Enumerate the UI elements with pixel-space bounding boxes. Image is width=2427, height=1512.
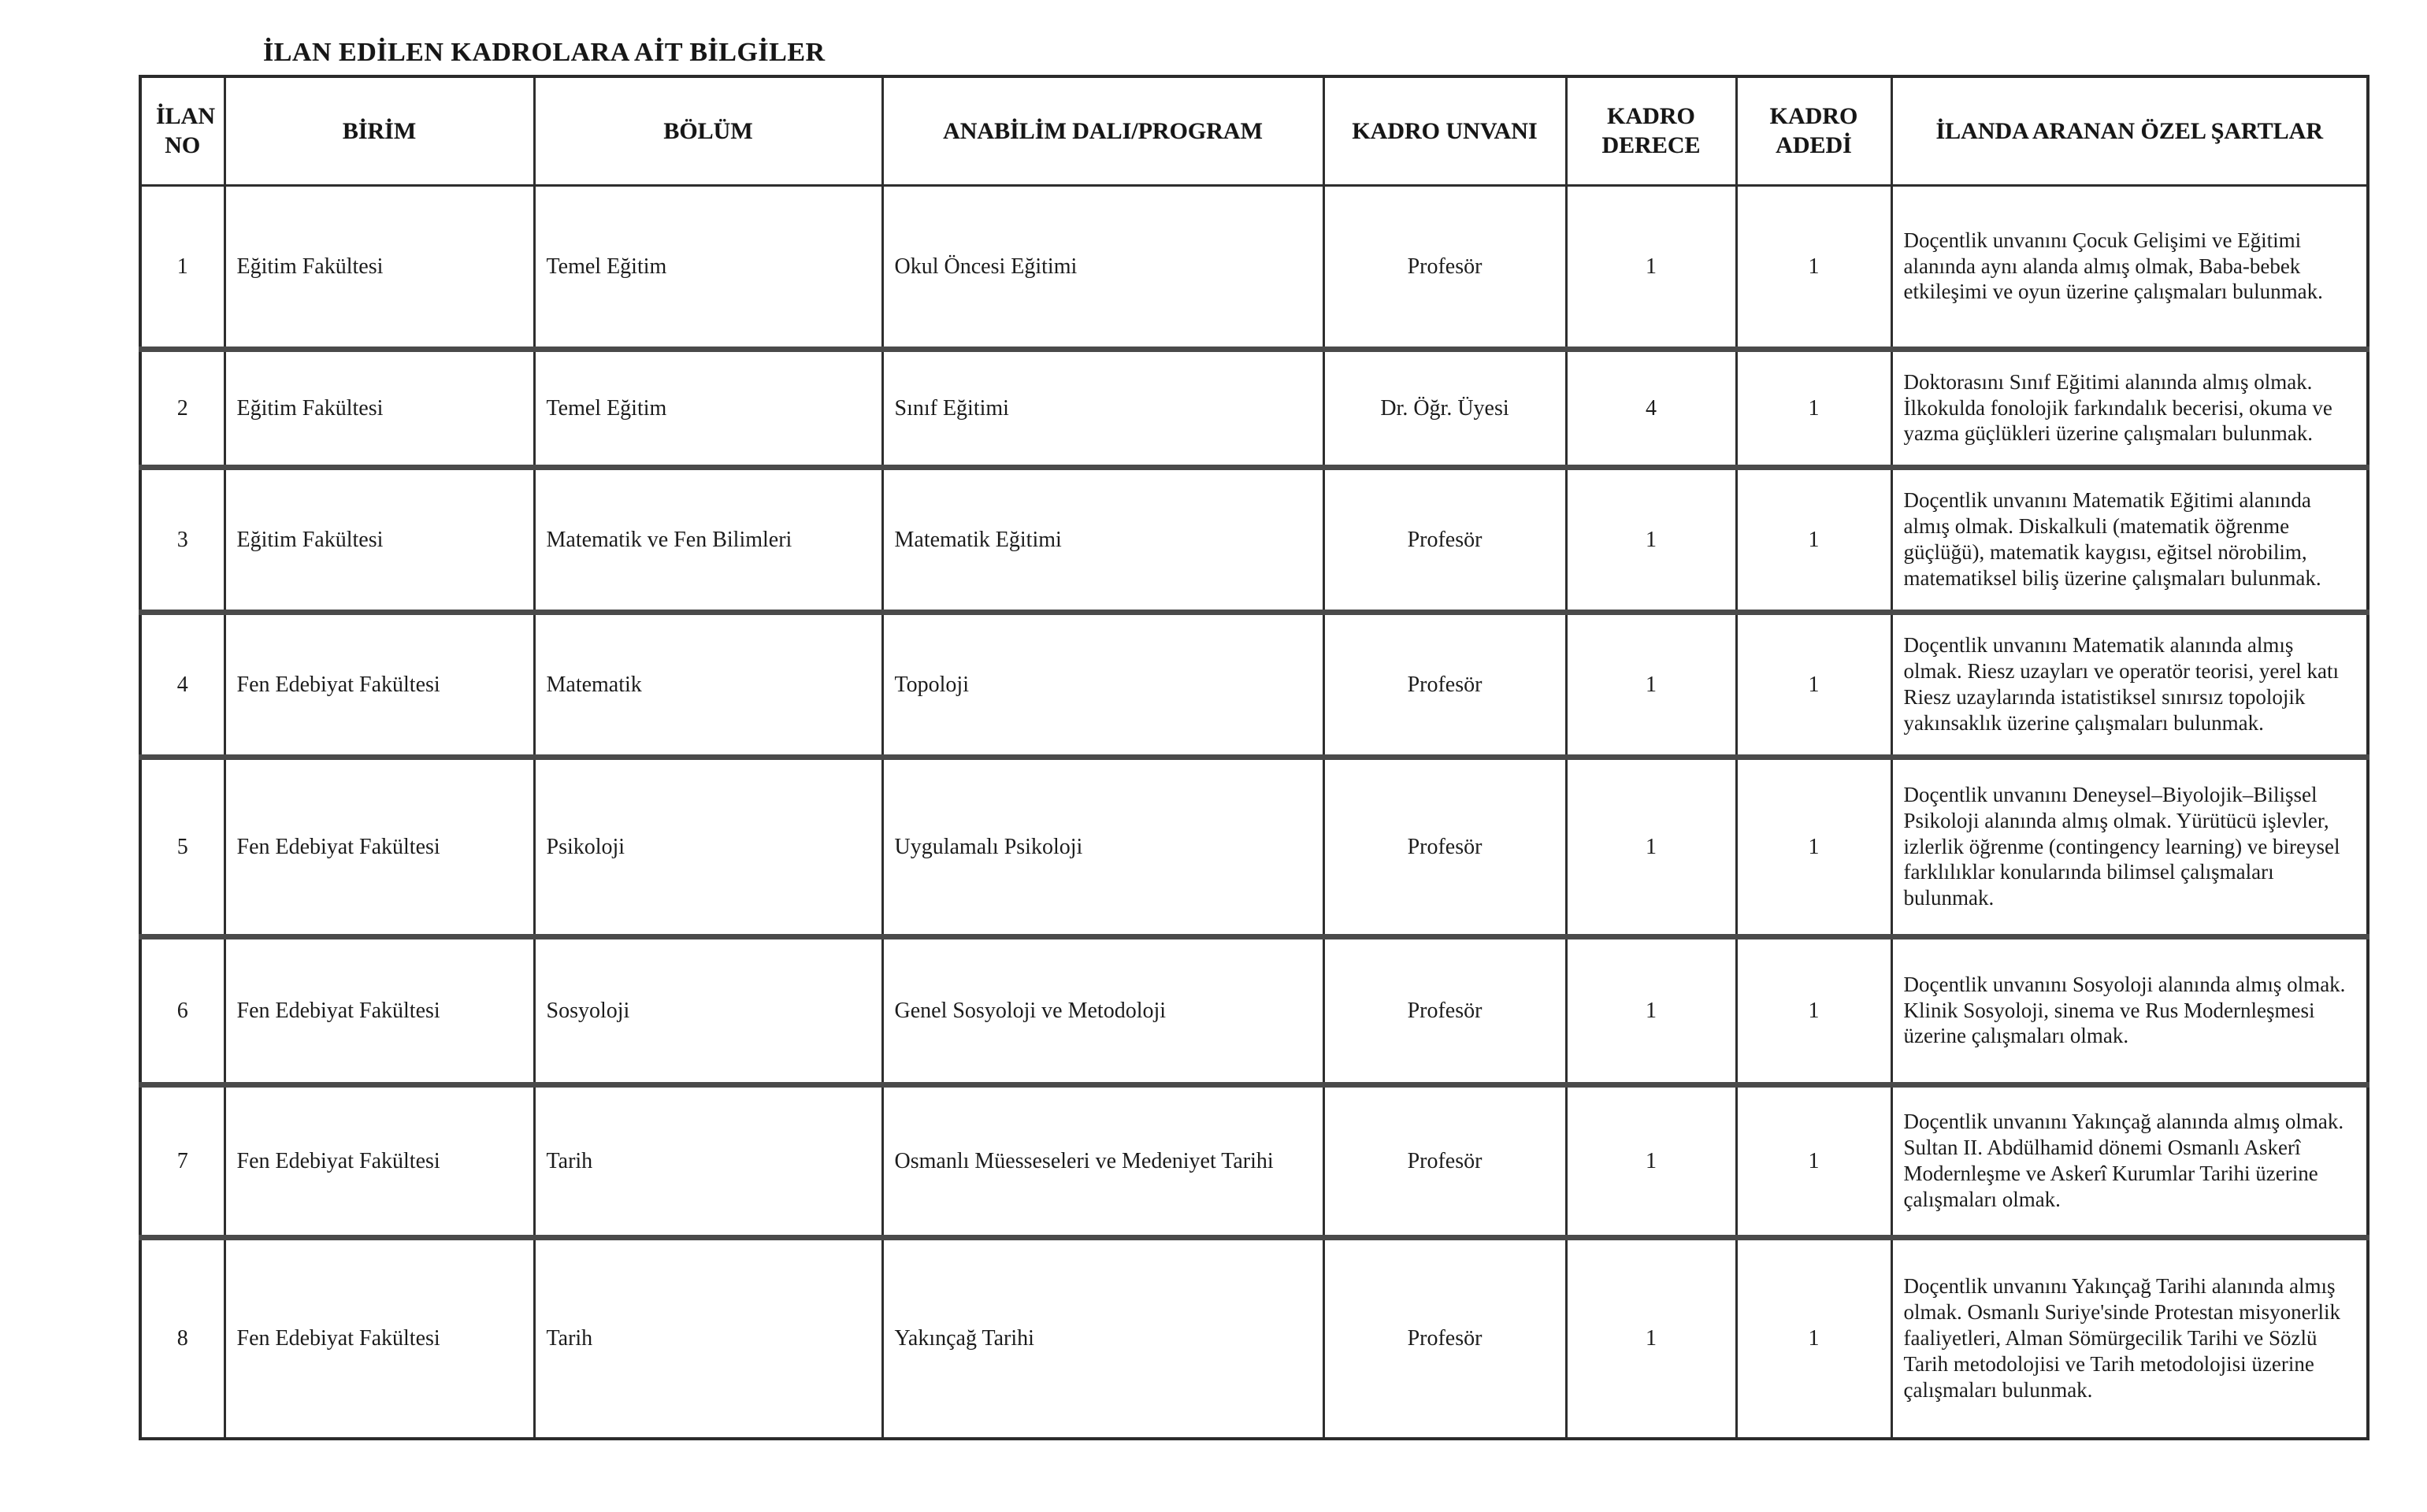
- header-kadro-derece: KADRO DERECE: [1566, 76, 1736, 185]
- cell-kadro-derece: 1: [1566, 1084, 1736, 1237]
- table-row: [140, 757, 2368, 936]
- cell-ozel-sartlar: Doçentlik unvanını Yakınçağ Tarihi alanında almış olmak. Osmanlı Suriye'sinde Protestan misyonerlik faaliyetleri, Alman Sömürgecilik Tarihi ve Sözlü Tarih metodolojisi ve Tarih metodolojisi üzerine çalışmaları bulunmak.: [1891, 1237, 2368, 1439]
- header-birim: BİRİM: [225, 76, 534, 185]
- cell-kadro-unvani: Profesör: [1323, 936, 1566, 1084]
- cell-ozel-sartlar: Doçentlik unvanını Deneysel–Biyolojik–Bilişsel Psikoloji alanında almış olmak. Yürütücü işlevler, izlerlik öğrenme (contingency learning) ve bireysel farklılıklar konularında bilimsel çalışmaları bulunmak.: [1891, 757, 2368, 936]
- header-anabilim: ANABİLİM DALI/PROGRAM: [882, 76, 1323, 185]
- cell-kadro-derece: 1: [1566, 612, 1736, 757]
- cell-ilan-no: 8: [140, 1237, 225, 1439]
- cell-kadro-unvani: Profesör: [1323, 1237, 1566, 1439]
- header-kadro-adedi: KADRO ADEDİ: [1736, 76, 1891, 185]
- cell-kadro-unvani: Profesör: [1323, 757, 1566, 936]
- cell-anabilim-dali: Genel Sosyoloji ve Metodoloji: [882, 936, 1323, 1084]
- cell-kadro-adedi: 1: [1736, 1084, 1891, 1237]
- cell-anabilim-dali: Osmanlı Müesseseleri ve Medeniyet Tarihi: [882, 1084, 1323, 1237]
- table-row: [140, 936, 2368, 1084]
- cell-bolum: Sosyoloji: [534, 936, 882, 1084]
- cell-kadro-derece: 1: [1566, 185, 1736, 349]
- cell-bolum: Temel Eğitim: [534, 185, 882, 349]
- cell-ozel-sartlar: Doktorasını Sınıf Eğitimi alanında almış olmak. İlkokulda fonolojik farkındalık becerisi, okuma ve yazma güçlükleri üzerine çalışmaları bulunmak.: [1891, 349, 2368, 467]
- header-ilan-no: İLAN NO: [140, 76, 225, 185]
- cell-birim: Fen Edebiyat Fakültesi: [225, 936, 534, 1084]
- cell-anabilim-dali: Topoloji: [882, 612, 1323, 757]
- cell-ilan-no: 7: [140, 1084, 225, 1237]
- cell-ilan-no: 5: [140, 757, 225, 936]
- cell-birim: Eğitim Fakültesi: [225, 185, 534, 349]
- cell-birim: Fen Edebiyat Fakültesi: [225, 1084, 534, 1237]
- cell-kadro-adedi: 1: [1736, 757, 1891, 936]
- cell-birim: Fen Edebiyat Fakültesi: [225, 1237, 534, 1439]
- cell-kadro-adedi: 1: [1736, 467, 1891, 612]
- cell-birim: Eğitim Fakültesi: [225, 349, 534, 467]
- cell-bolum: Temel Eğitim: [534, 349, 882, 467]
- cell-kadro-unvani: Profesör: [1323, 185, 1566, 349]
- cell-kadro-derece: 4: [1566, 349, 1736, 467]
- table-row: [140, 185, 2368, 349]
- table-row: [140, 467, 2368, 612]
- positions-table: [139, 75, 2369, 1440]
- table-header-row: [140, 76, 2368, 185]
- cell-bolum: Matematik: [534, 612, 882, 757]
- header-kadro-unvani: KADRO UNVANI: [1323, 76, 1566, 185]
- cell-kadro-adedi: 1: [1736, 185, 1891, 349]
- cell-anabilim-dali: Yakınçağ Tarihi: [882, 1237, 1323, 1439]
- cell-bolum: Tarih: [534, 1237, 882, 1439]
- cell-kadro-adedi: 1: [1736, 936, 1891, 1084]
- cell-kadro-adedi: 1: [1736, 612, 1891, 757]
- page-title: İLAN EDİLEN KADROLARA AİT BİLGİLER: [263, 38, 826, 67]
- cell-kadro-adedi: 1: [1736, 1237, 1891, 1439]
- cell-kadro-derece: 1: [1566, 467, 1736, 612]
- table-row: [140, 1237, 2368, 1439]
- cell-ozel-sartlar: Doçentlik unvanını Matematik Eğitimi alanında almış olmak. Diskalkuli (matematik öğrenme güçlüğü), matematik kaygısı, eğitsel nörobilim, matematiksel biliş üzerine çalışmaları bulunmak.: [1891, 467, 2368, 612]
- header-ozel-sartlar: İLANDA ARANAN ÖZEL ŞARTLAR: [1891, 76, 2368, 185]
- cell-ozel-sartlar: Doçentlik unvanını Çocuk Gelişimi ve Eğitimi alanında aynı alanda almış olmak, Baba-bebek etkileşimi ve oyun üzerine çalışmaları bulunmak.: [1891, 185, 2368, 349]
- cell-birim: Eğitim Fakültesi: [225, 467, 534, 612]
- cell-bolum: Matematik ve Fen Bilimleri: [534, 467, 882, 612]
- cell-ilan-no: 3: [140, 467, 225, 612]
- cell-anabilim-dali: Matematik Eğitimi: [882, 467, 1323, 612]
- cell-kadro-derece: 1: [1566, 936, 1736, 1084]
- header-bolum: BÖLÜM: [534, 76, 882, 185]
- cell-kadro-unvani: Profesör: [1323, 612, 1566, 757]
- cell-kadro-unvani: Profesör: [1323, 467, 1566, 612]
- cell-ozel-sartlar: Doçentlik unvanını Yakınçağ alanında almış olmak. Sultan II. Abdülhamid dönemi Osmanlı Askerî Modernleşme ve Askerî Kurumlar Tarihi üzerine çalışmaları olmak.: [1891, 1084, 2368, 1237]
- cell-kadro-unvani: Dr. Öğr. Üyesi: [1323, 349, 1566, 467]
- cell-ilan-no: 4: [140, 612, 225, 757]
- table-row: [140, 612, 2368, 757]
- cell-ilan-no: 1: [140, 185, 225, 349]
- cell-kadro-derece: 1: [1566, 1237, 1736, 1439]
- cell-kadro-adedi: 1: [1736, 349, 1891, 467]
- cell-anabilim-dali: Okul Öncesi Eğitimi: [882, 185, 1323, 349]
- table-row: [140, 1084, 2368, 1237]
- cell-birim: Fen Edebiyat Fakültesi: [225, 612, 534, 757]
- cell-bolum: Psikoloji: [534, 757, 882, 936]
- cell-bolum: Tarih: [534, 1084, 882, 1237]
- cell-anabilim-dali: Uygulamalı Psikoloji: [882, 757, 1323, 936]
- cell-ozel-sartlar: Doçentlik unvanını Matematik alanında almış olmak. Riesz uzayları ve operatör teorisi, yerel katı Riesz uzaylarında istatistiksel sınırsız topolojik yakınsaklık üzerine çalışmaları bulunmak.: [1891, 612, 2368, 757]
- cell-ilan-no: 6: [140, 936, 225, 1084]
- cell-kadro-unvani: Profesör: [1323, 1084, 1566, 1237]
- cell-birim: Fen Edebiyat Fakültesi: [225, 757, 534, 936]
- cell-ozel-sartlar: Doçentlik unvanını Sosyoloji alanında almış olmak. Klinik Sosyoloji, sinema ve Rus Modernleşmesi üzerine çalışmaları olmak.: [1891, 936, 2368, 1084]
- cell-kadro-derece: 1: [1566, 757, 1736, 936]
- table-row: [140, 349, 2368, 467]
- cell-anabilim-dali: Sınıf Eğitimi: [882, 349, 1323, 467]
- cell-ilan-no: 2: [140, 349, 225, 467]
